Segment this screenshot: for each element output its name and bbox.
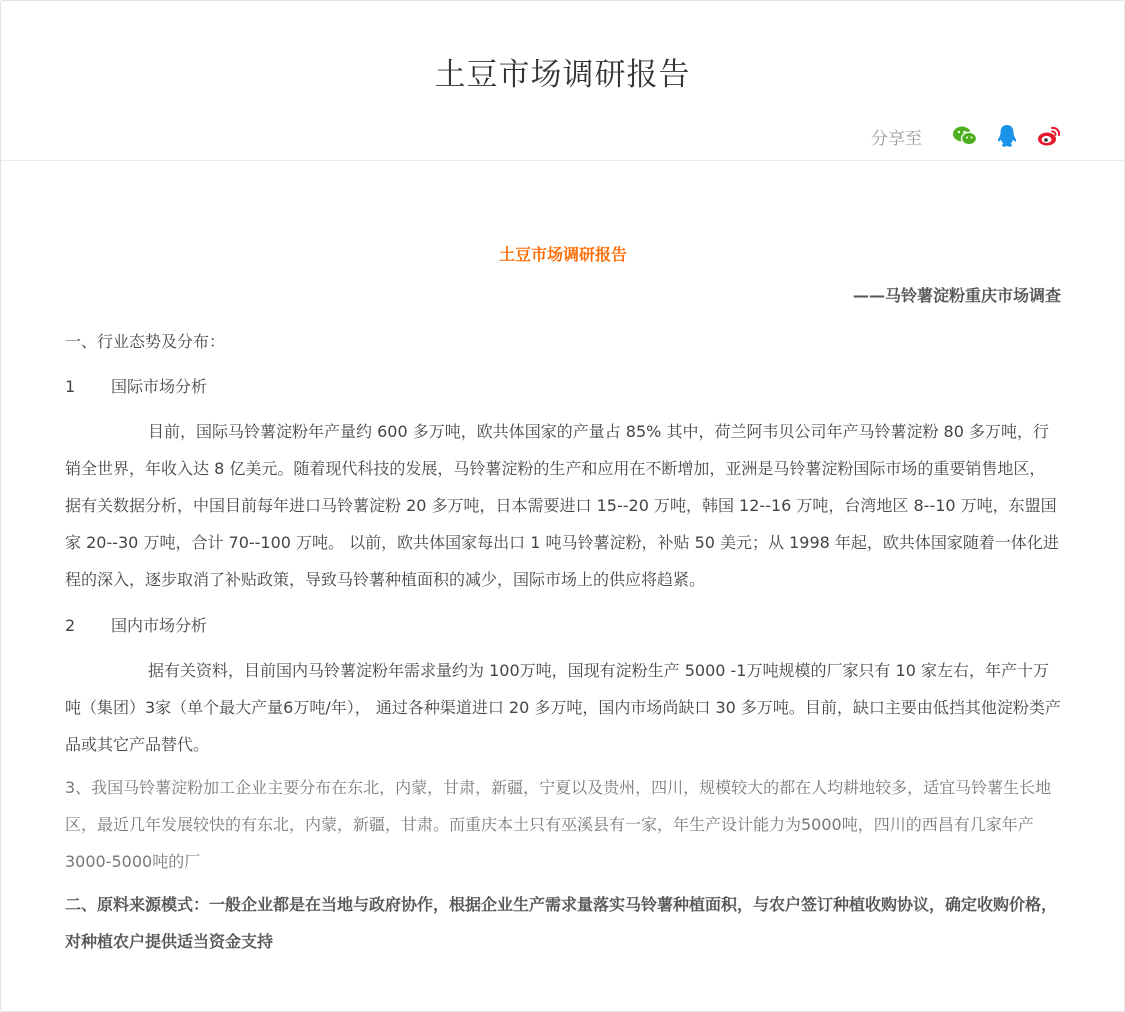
article-subtitle: ——马铃薯淀粉重庆市场调查 xyxy=(852,286,1061,305)
subsection-title: 国内市场分析 xyxy=(111,616,208,635)
paragraph: 二、原料来源模式：一般企业都是在当地与政府协作，根据企业生产需求量落实马铃薯种植面积，与农户签订种植收购协议，确定收购价格，对种植农户提供适当资金支持 xyxy=(65,895,1058,951)
subsection-title: 国际市场分析 xyxy=(111,377,208,396)
subsection-number: 2 xyxy=(65,616,76,635)
paragraph: 据有关资料，目前国内马铃薯淀粉年需求量约为 100万吨，国现有淀粉生产 5000 -1万吨规模的厂家只有 10 家左右，年产十万吨（集团）3家（单个最大产量6万吨/年）， 通过各种渠道进口 20 多万吨，国内市场尚缺口 30 多万吨。目前，缺口主要由低挡其他淀粉类产品或其它产品替代。 xyxy=(65,661,1061,754)
subsection-heading xyxy=(65,607,1061,644)
article-header xyxy=(1,1,1124,161)
subsection-number: 1 xyxy=(65,377,76,396)
share-label: 分享至 xyxy=(871,128,922,149)
qq-icon[interactable] xyxy=(994,123,1020,149)
section-heading: 一、行业态势及分布： xyxy=(65,332,226,351)
article-title: 土豆市场调研报告 xyxy=(498,245,627,264)
weibo-icon[interactable] xyxy=(1036,123,1062,149)
article-body xyxy=(65,237,1061,960)
subsection-heading xyxy=(65,368,1061,405)
paragraph: 目前，国际马铃薯淀粉年产量约 600 多万吨，欧共体国家的产量占 85% 其中，荷兰阿韦贝公司年产马铃薯淀粉 80 多万吨，行销全世界，年收入达 8 亿美元。随着现代科技的发展，马铃薯淀粉的生产和应用在不断增加，亚洲是马铃薯淀粉国际市场的重要销售地区，据有关数据分析，中国目前每年进口马铃薯淀粉 20 多万吨，日本需要进口 15--20 万吨，韩国 12--16 万吨，台湾地区 8--10 万吨，东盟国家 20--30 万吨，合计 70--100 万吨。 以前，欧共体国家每出口 1 吨马铃薯淀粉，补贴 50 美元；从 1998 年起，欧共体国家随着一体化进程的深入，逐步取消了补贴政策，导致马铃薯种植面积的减少，国际市场上的供应将趋紧。 xyxy=(65,422,1059,589)
paragraph: 3、我国马铃薯淀粉加工企业主要分布在东北，内蒙，甘肃，新疆，宁夏以及贵州，四川，规模较大的都在人均耕地较多，适宜马铃薯生长地区，最近几年发展较快的有东北，内蒙，新疆，甘肃。而重庆本土只有巫溪县有一家，年生产设计能力为5000吨，四川的西昌有几家年产3000-5000吨的厂 xyxy=(65,778,1052,871)
share-bar xyxy=(871,121,1062,151)
page-title: 土豆市场调研报告 xyxy=(434,57,691,93)
wechat-icon[interactable] xyxy=(952,123,978,149)
